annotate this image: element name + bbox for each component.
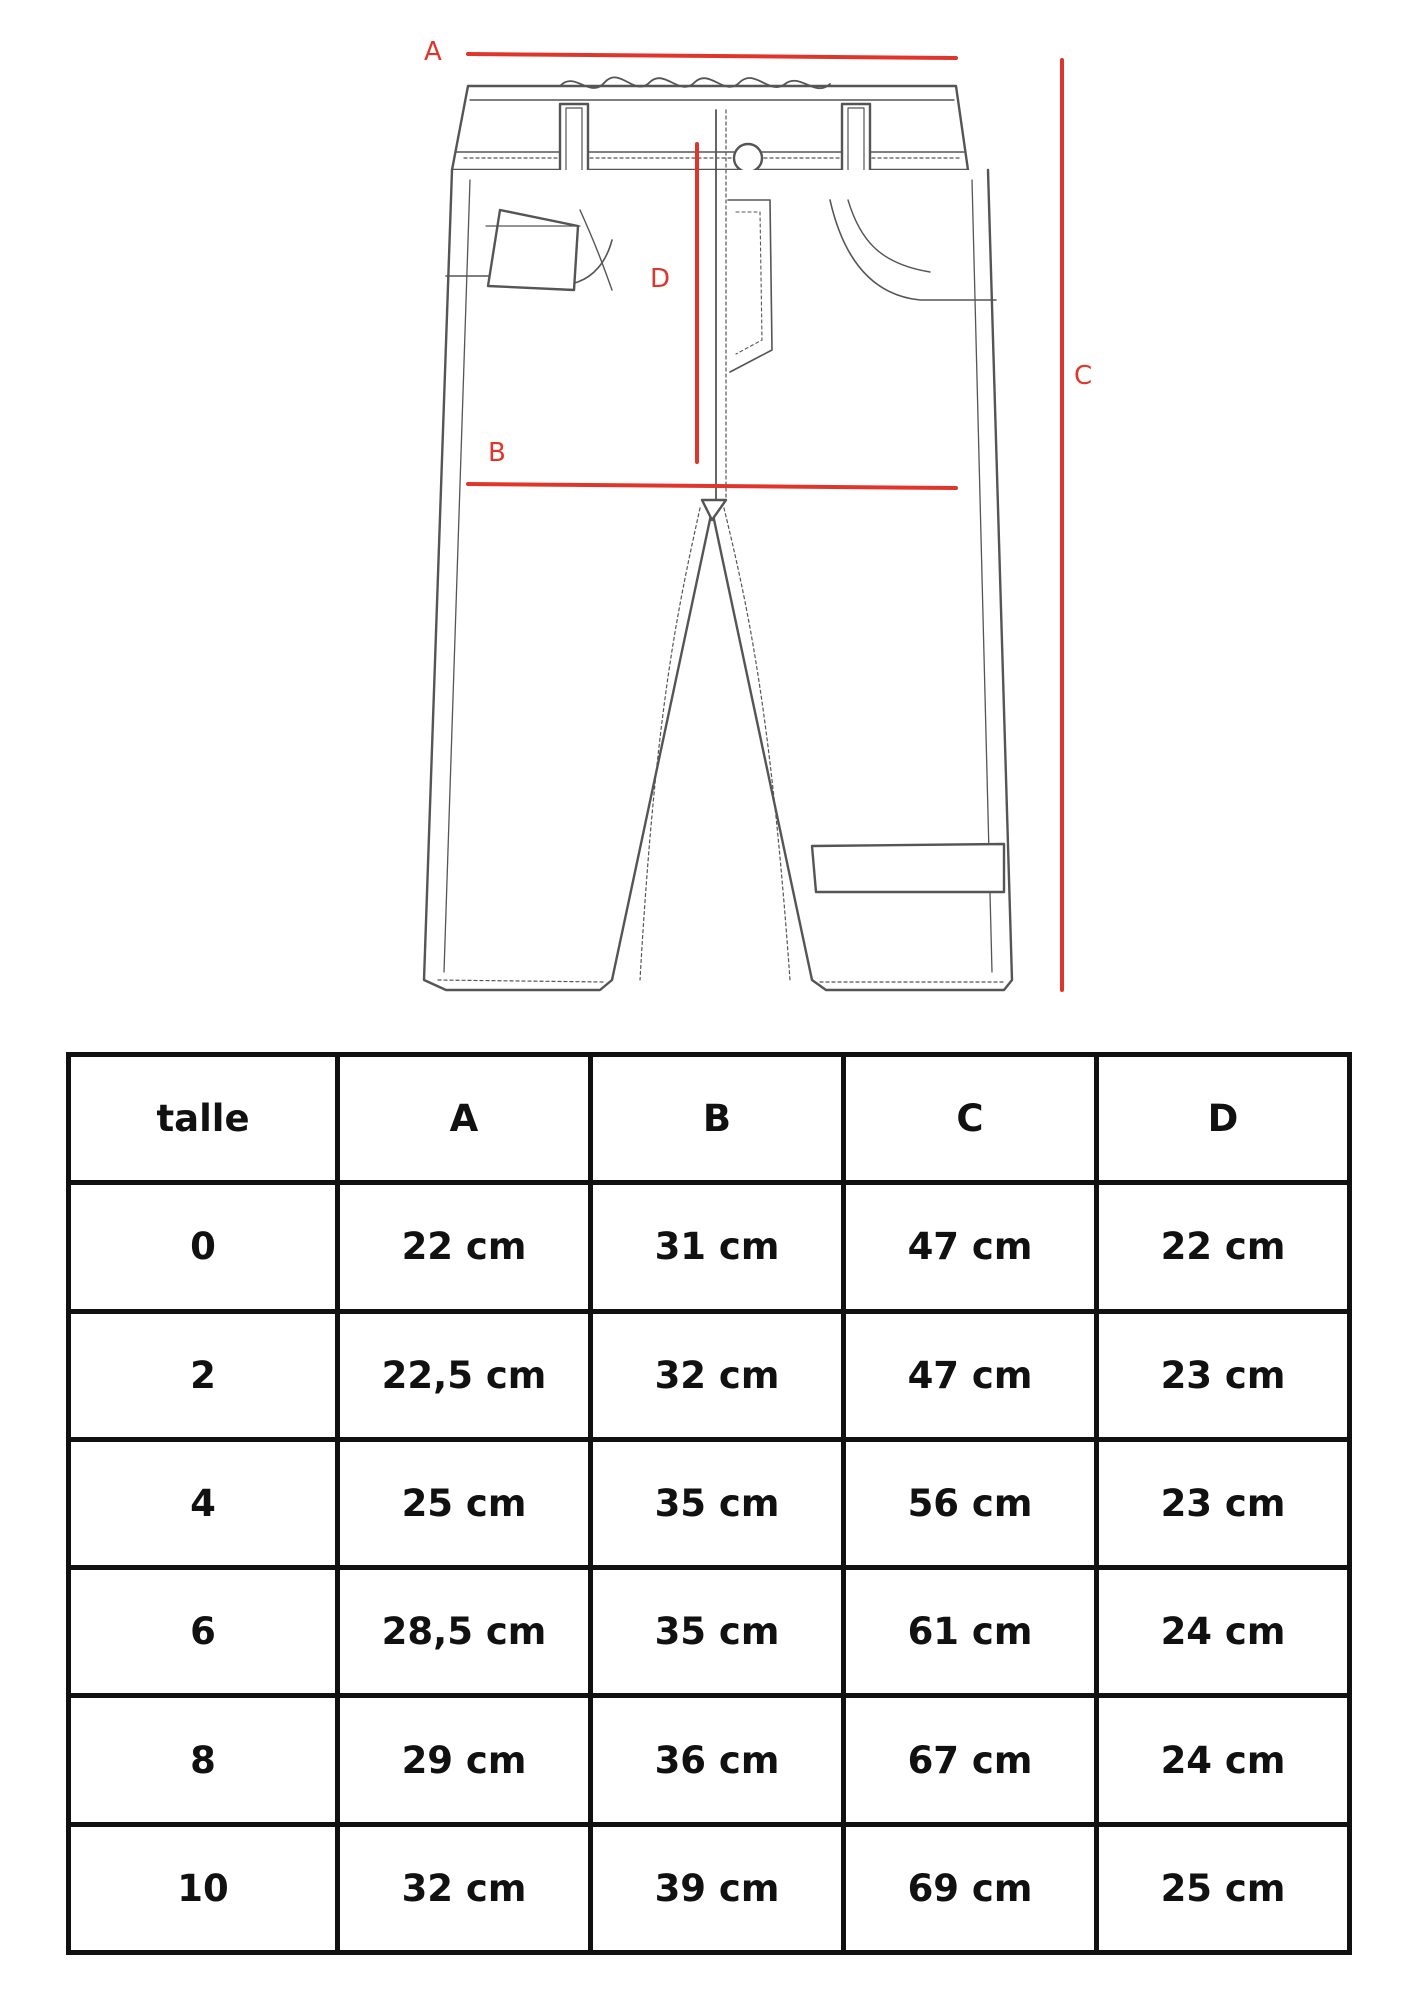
cell-talle: 8: [69, 1696, 338, 1824]
cell-a: 25 cm: [338, 1439, 591, 1567]
cell-d: 24 cm: [1097, 1696, 1350, 1824]
cell-c: 47 cm: [844, 1183, 1097, 1311]
cell-a: 32 cm: [338, 1824, 591, 1952]
cell-c: 47 cm: [844, 1311, 1097, 1439]
cell-talle: 4: [69, 1439, 338, 1567]
table-row: [69, 1311, 1350, 1439]
cell-b: 35 cm: [591, 1568, 844, 1696]
cell-c: 61 cm: [844, 1568, 1097, 1696]
cell-a: 28,5 cm: [338, 1568, 591, 1696]
table-row: [69, 1696, 1350, 1824]
header-d: D: [1097, 1055, 1350, 1183]
cell-talle: 2: [69, 1311, 338, 1439]
header-a: A: [338, 1055, 591, 1183]
cell-b: 31 cm: [591, 1183, 844, 1311]
table-row: [69, 1183, 1350, 1311]
cell-d: 24 cm: [1097, 1568, 1350, 1696]
cell-b: 32 cm: [591, 1311, 844, 1439]
cell-c: 56 cm: [844, 1439, 1097, 1567]
cell-b: 36 cm: [591, 1696, 844, 1824]
cell-c: 69 cm: [844, 1824, 1097, 1952]
cell-c: 67 cm: [844, 1696, 1097, 1824]
label-a: A: [424, 37, 442, 67]
cell-a: 22,5 cm: [338, 1311, 591, 1439]
cell-talle: 6: [69, 1568, 338, 1696]
cell-d: 23 cm: [1097, 1439, 1350, 1567]
table-header-row: [69, 1055, 1350, 1183]
label-d: D: [650, 264, 671, 294]
cell-talle: 0: [69, 1183, 338, 1311]
cell-b: 39 cm: [591, 1824, 844, 1952]
pants-sketch: [424, 77, 1012, 990]
measure-line-a: [468, 54, 956, 58]
cell-d: 25 cm: [1097, 1824, 1350, 1952]
label-b: B: [488, 438, 506, 468]
table-row: [69, 1824, 1350, 1952]
cell-a: 22 cm: [338, 1183, 591, 1311]
header-b: B: [591, 1055, 844, 1183]
cell-d: 23 cm: [1097, 1311, 1350, 1439]
cell-a: 29 cm: [338, 1696, 591, 1824]
cell-talle: 10: [69, 1824, 338, 1952]
cell-d: 22 cm: [1097, 1183, 1350, 1311]
table-row: [69, 1568, 1350, 1696]
label-c: C: [1074, 361, 1093, 391]
cell-b: 35 cm: [591, 1439, 844, 1567]
header-talle: talle: [69, 1055, 338, 1183]
header-c: C: [844, 1055, 1097, 1183]
table-row: [69, 1439, 1350, 1567]
size-chart-table: [66, 1052, 1352, 1955]
